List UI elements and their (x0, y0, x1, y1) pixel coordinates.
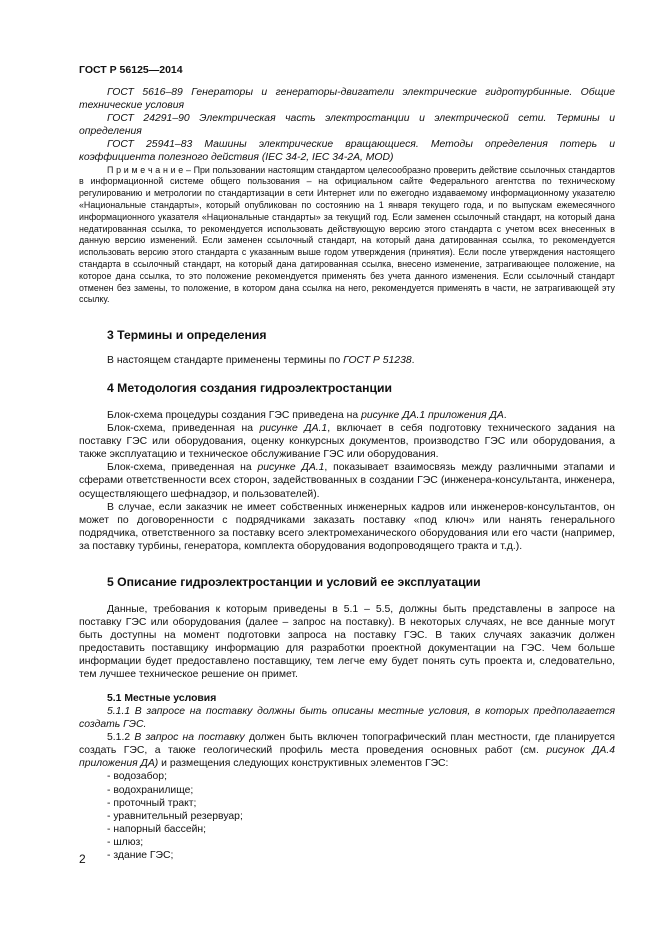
list-item: - водозабор; (107, 771, 167, 783)
paragraph: Блок-схема, приведенная на рисунке ДА.1, включает в себя подготовку технического задания на поставку ГЭС или оборудования, оценку конкурсных документов, производство ГЭС или оборудования, а также эксплуатацию и техническое обслуживание ГЭС или оборудования. (79, 423, 615, 461)
paragraph: Блок-схема, приведенная на рисунке ДА.1, показывает взаимосвязь между различными этапами и сферами ответственности всех сторон, задействованных в создании ГЭС (инженера-консультанта, инженера, осуществляющего шефнадзор, и пользователей). (79, 462, 616, 500)
list-item: - проточный тракт; (107, 797, 197, 809)
reference-item: ГОСТ 5616–89 Генераторы и генераторы-двигатели электрические гидротурбинные. Общие технические условия (79, 87, 615, 112)
section-5 (79, 575, 615, 590)
paragraph: Блок-схема процедуры создания ГЭС приведена на рисунке ДА.1 приложения ДА. (107, 410, 507, 421)
figure-reference: рисунке ДА.1 (257, 462, 325, 474)
paragraph: Данные, требования к которым приведены в 5.1 – 5.5, должны быть представлены в запросе на поставку ГЭС или оборудования (далее – запрос на поставку). В некоторых случаях, не все данные могут быть доступны на момент подготовки запроса на поставку ГЭС. В таких случаях заказчик должен предоставить поставщику информацию для разработки проектной документации на ГЭС. Чем больше информации будет предоставлено поставщику, тем легче ему будет понять суть проекта и, следовательно, тем лучшее техническое решение он примет. (79, 604, 615, 681)
section-4 (79, 381, 615, 396)
section-heading: 4 Методология создания гидроэлектростанции (107, 381, 392, 395)
note-label: П р и м е ч а н и е (107, 164, 184, 175)
section-3 (79, 328, 615, 343)
list-item: - шлюз; (107, 836, 144, 848)
subsection-heading: 5.1 Местные условия (107, 693, 217, 704)
section-4-body (79, 409, 615, 553)
list-item: - здание ГЭС; (107, 850, 174, 862)
note-text: – При пользовании настоящим стандартом целесообразно проверить действие ссылочных стандартов в информационной системе общего пользования – на официальном сайте Федерального агентства по техническому регулированию и метрологии по стандартизации в сети Интернет или по ежегодно издаваемому информационному указателю «Национальные стандарты», который опубликован по состоянию на 1 января текущего года, и по выпускам ежемесячного информационного указателя «Национальные стандарты» за текущий год. Если заменен ссылочный стандарт, на который дана недатированная ссылка, то рекомендуется использовать действующую версию этого стандарта с учетом всех внесенных в данную версию изменений. Если заменен ссылочный стандарт, на который дана датированная ссылка, то рекомендуется использовать версию этого стандарта с указанным выше годом утверждения (принятия). Если после утверждения настоящего стандарта в ссылочный стандарт, на который дана датированная ссылка, внесено изменение, затрагивающее положение, на которое дана ссылка, то это положение рекомендуется применять без учета данного изменения. Если ссылочный стандарт отменен без замены, то положение, в котором дана ссылка на него, рекомендуется применять в части, не затрагивающей эту ссылку. (79, 164, 615, 305)
figure-reference: рисунке ДА.1 приложения ДА (361, 410, 504, 421)
normative-references (79, 86, 615, 306)
figure-reference: рисунке ДА.1 (259, 423, 328, 435)
paragraph: 5.1.2 В запрос на поставку должен быть включен топографический план местности, где планируется создать ГЭС, а также геологический профиль места проведения основных работ (см. рисунок ДА.4 приложения ДА) и размещения следующих конструктивных элементов ГЭС: (79, 732, 616, 770)
list-item: - водохранилище; (107, 784, 194, 796)
document-header: ГОСТ Р 56125—2014 (79, 64, 183, 76)
section-heading: 5 Описание гидроэлектростанции и условий ее эксплуатации (107, 575, 481, 589)
section-heading: 3 Термины и определения (107, 328, 267, 342)
note-paragraph (79, 165, 615, 307)
page-number: 2 (79, 852, 86, 866)
reference-item: ГОСТ 25941–83 Машины электрические вращающиеся. Методы определения потерь и коэффициента полезного действия (IEC 34-2, IEC 34-2A, MOD) (79, 139, 615, 164)
paragraph: В настоящем стандарте применены термины по ГОСТ Р 51238. (107, 355, 415, 366)
paragraph: 5.1.1 В запросе на поставку должны быть описаны местные условия, в которых предполагается создать ГЭС. (79, 706, 615, 731)
paragraph: В случае, если заказчик не имеет собственных инженерных кадров или инженеров-консультантов, он может по договоренности с подрядчиками заказать поставку «под ключ» или нанять генерального подрядчика, ответственного за поставку всего электромеханического оборудования или его части (например, за поставку турбины, генератора, комплекта оборудования водопроводящего тракта и т.д.). (79, 501, 615, 552)
figure-reference: рисунок ДА.4 приложения ДА) (79, 745, 615, 770)
section-3-body (79, 354, 615, 367)
list-item: - уравнительный резервуар; (107, 810, 243, 822)
subsection-5-1 (79, 692, 615, 862)
reference-item: ГОСТ 24291–90 Электрическая часть электростанции и электрической сети. Термины и определения (79, 113, 615, 138)
elements-list (79, 770, 615, 862)
section-5-body (79, 603, 615, 682)
standard-reference: ГОСТ Р 51238 (343, 355, 412, 366)
list-item: - напорный бассейн; (107, 823, 207, 835)
